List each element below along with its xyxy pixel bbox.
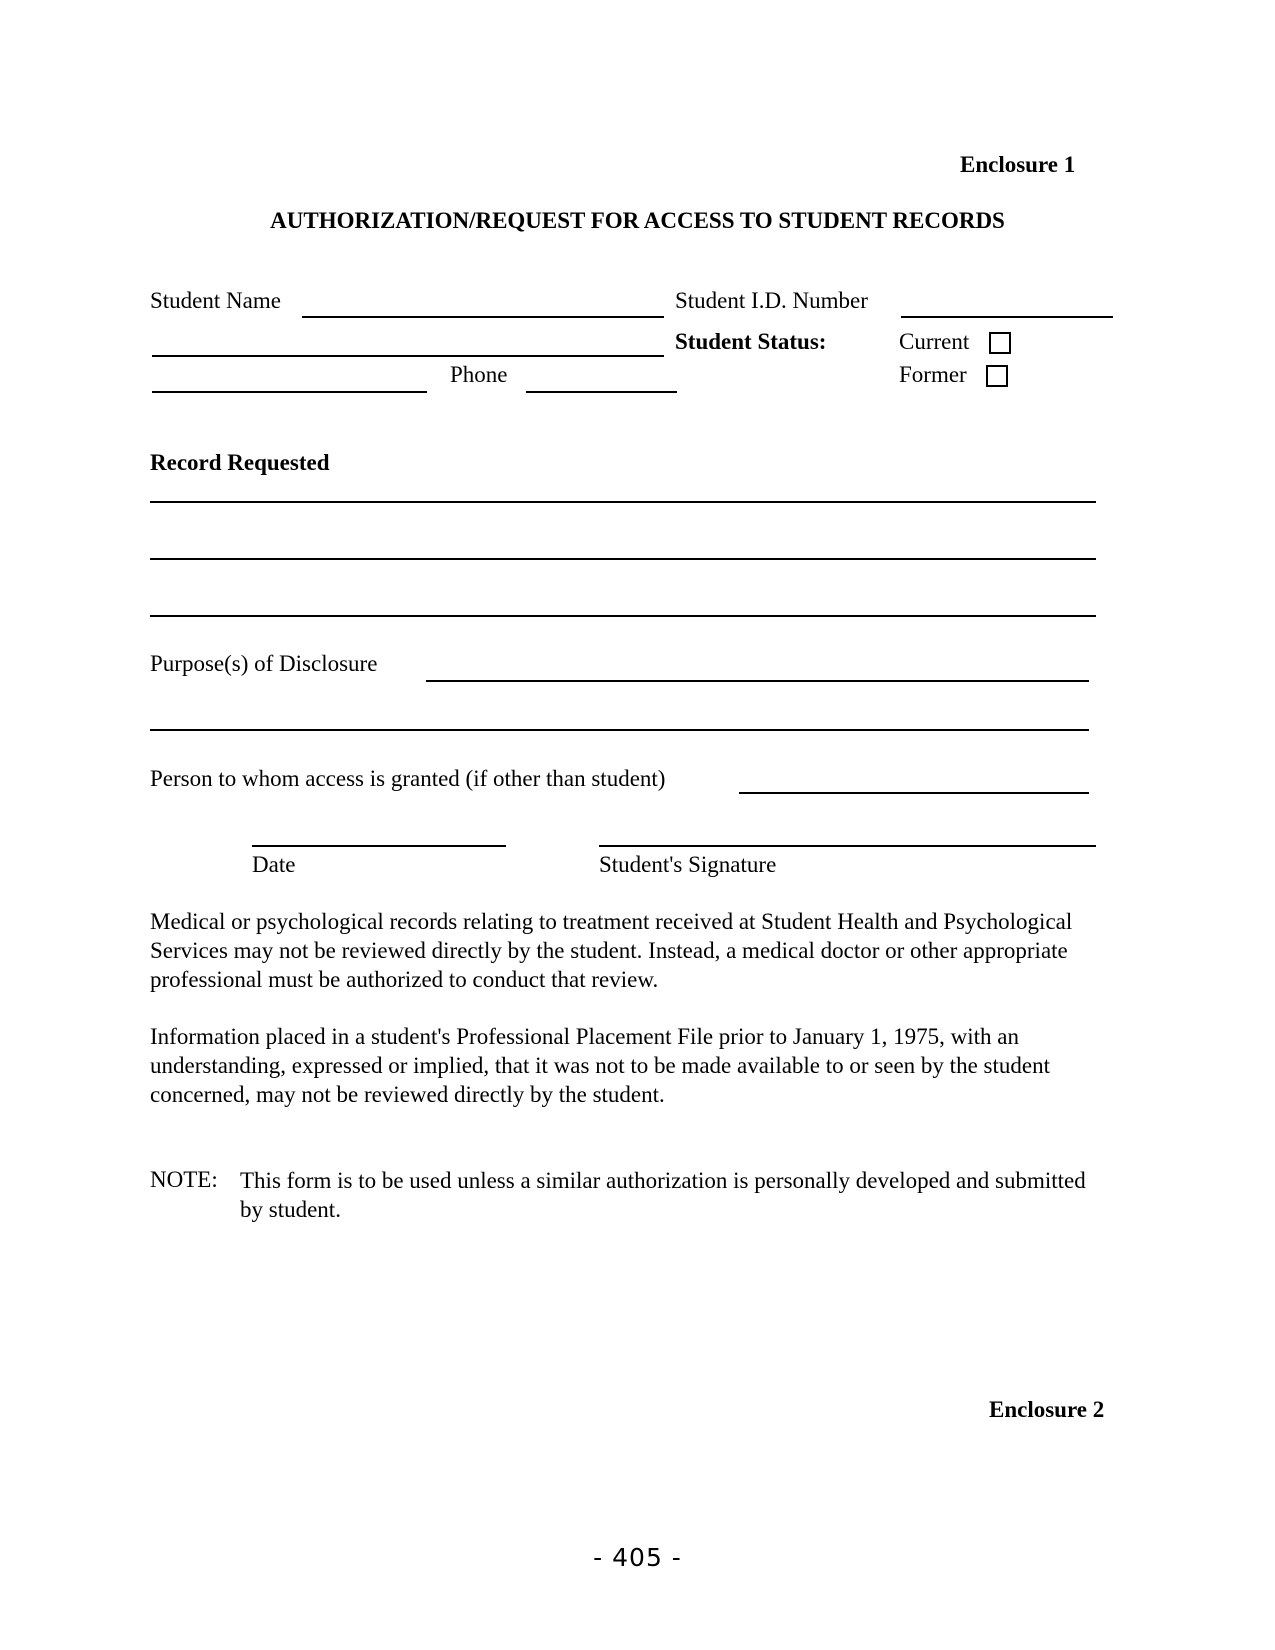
student-status-label: Student Status: (675, 329, 827, 354)
person-granted-field[interactable] (739, 792, 1089, 794)
record-requested-line-2[interactable] (150, 558, 1096, 560)
date-label: Date (252, 852, 296, 877)
purpose-field[interactable] (426, 680, 1089, 682)
purpose-field-line-2[interactable] (150, 729, 1089, 731)
phone-field[interactable] (526, 391, 677, 393)
signature-label: Student's Signature (599, 852, 777, 877)
purpose-label: Purpose(s) of Disclosure (150, 651, 378, 676)
enclosure-bottom-label: Enclosure 2 (989, 1397, 1105, 1422)
status-current-label: Current (899, 329, 970, 354)
page-title: AUTHORIZATION/REQUEST FOR ACCESS TO STUDENT RECORDS (270, 208, 1005, 233)
student-name-label: Student Name (150, 288, 281, 313)
note-text: This form is to be used unless a similar authorization is personally developed and submitted by student. (240, 1168, 1086, 1222)
phone-label: Phone (450, 362, 508, 387)
status-former-checkbox[interactable] (986, 365, 1008, 387)
medical-records-note: Medical or psychological records relating to treatment received at Student Health and Psychological Services may not be reviewed directly by the student. Instead, a medical doctor or other appropriate professional must be authorized to conduct that review. (150, 909, 1073, 992)
record-requested-label: Record Requested (150, 450, 330, 475)
enclosure-top-label: Enclosure 1 (960, 152, 1076, 177)
status-former-label: Former (899, 362, 967, 387)
date-field[interactable] (252, 845, 506, 847)
address-field[interactable] (152, 355, 664, 357)
signature-field[interactable] (599, 845, 1096, 847)
student-name-field[interactable] (302, 316, 664, 318)
status-current-checkbox[interactable] (989, 332, 1011, 354)
placement-file-note: Information placed in a student's Professional Placement File prior to January 1, 1975, with an understanding, expressed or implied, that it was not to be made available to or seen by the student concerned, may not be reviewed directly by the student. (150, 1024, 1050, 1107)
page-number: - 405 - (593, 1543, 682, 1572)
student-id-field[interactable] (901, 316, 1113, 318)
student-id-label: Student I.D. Number (675, 288, 868, 313)
note-label: NOTE: (150, 1167, 218, 1192)
city-field[interactable] (152, 391, 427, 393)
person-granted-label: Person to whom access is granted (if other than student) (150, 766, 666, 791)
record-requested-line-1[interactable] (150, 501, 1096, 503)
record-requested-line-3[interactable] (150, 615, 1096, 617)
